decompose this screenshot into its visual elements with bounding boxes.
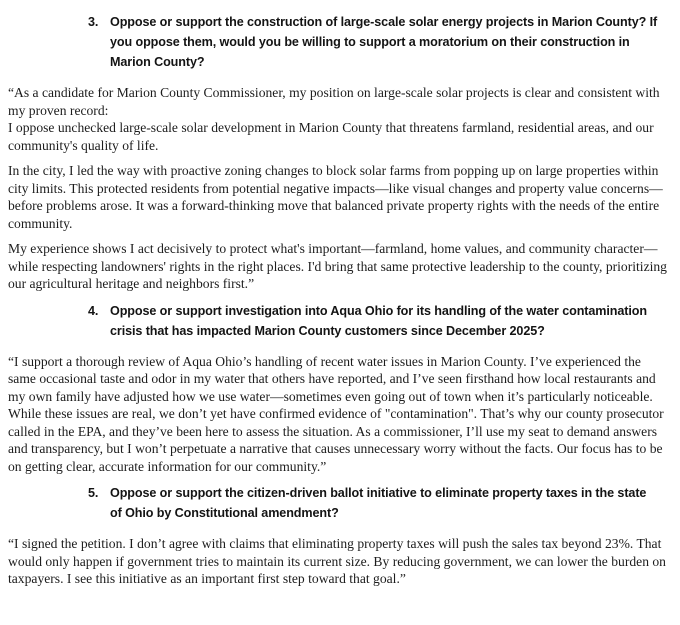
answer-text: “I support a thorough review of Aqua Ohio’s handling of recent water issues in Marion County. I’ve experienced the same occasional taste and odor in my water that others have reported, and I’ve seen firsthand how local restaurants and my own family have adjusted how we use water—sometimes even going out of town when it’s particularly noticeable. While these issues are real, we don’t yet have confirmed evidence of "contamination". That’s why our county prosecutor called in the EPA, and they’ve been here to assess the situation. As a commissioner, I’ll use my seat to demand answers and transparency, but I won’t perpetuate a narrative that causes unnecessary worry without the facts. Our focus has to be on getting clear, accurate information for our community.”	[8, 353, 664, 474]
question-3-number: 3.	[88, 15, 99, 29]
question-4-number: 4.	[88, 303, 99, 318]
answer-3-paragraph-2	[0, 162, 680, 232]
question-3	[0, 12, 680, 72]
answer-text: “As a candidate for Marion County Commissioner, my position on large-scale solar projects is clear and consistent with my proven record:	[8, 85, 660, 118]
question-4-text: Oppose or support investigation into Aqua Ohio for its handling of the water contamination crisis that has impacted Marion County customers since December 2025?	[110, 303, 647, 338]
answer-5-paragraph	[0, 535, 680, 588]
answer-3-paragraph-3	[0, 240, 680, 293]
question-3-text: Oppose or support the construction of large-scale solar energy projects in Marion County? If you oppose them, would you be willing to support a moratorium on their construction in Marion County?	[110, 15, 658, 69]
answer-text: “I signed the petition. I don’t agree with claims that eliminating property taxes will push the sales tax beyond 23%. That would only happen if government tries to maintain its current size. By reducing government, we can lower the burden on taxpayers. I see this initiative as an important first step toward that goal.”	[8, 536, 666, 586]
answer-text: In the city, I led the way with proactive zoning changes to block solar farms from popping up on large properties within city limits. This protected residents from potential negative impacts—like visual changes and property value concerns—before problems arose. It was a forward-thinking move that balanced private property rights with the needs of the entire community.	[8, 163, 663, 231]
answer-4-paragraph	[0, 353, 680, 476]
answer-3-paragraph-1	[0, 84, 680, 154]
question-5-number: 5.	[88, 486, 99, 500]
question-4	[0, 301, 680, 341]
answer-text: I oppose unchecked large-scale solar development in Marion County that threatens farmland, residential areas, and our community's quality of life.	[8, 120, 654, 153]
answer-text: My experience shows I act decisively to protect what's important—farmland, home values, and community character—while respecting landowners' rights in the right places. I'd bring that same protective leadership to the county, prioritizing our agricultural heritage and neighbors first.”	[8, 241, 667, 291]
question-5-text: Oppose or support the citizen-driven ballot initiative to eliminate property taxes in the state of Ohio by Constitutional amendment?	[110, 486, 647, 520]
question-5	[0, 483, 680, 523]
